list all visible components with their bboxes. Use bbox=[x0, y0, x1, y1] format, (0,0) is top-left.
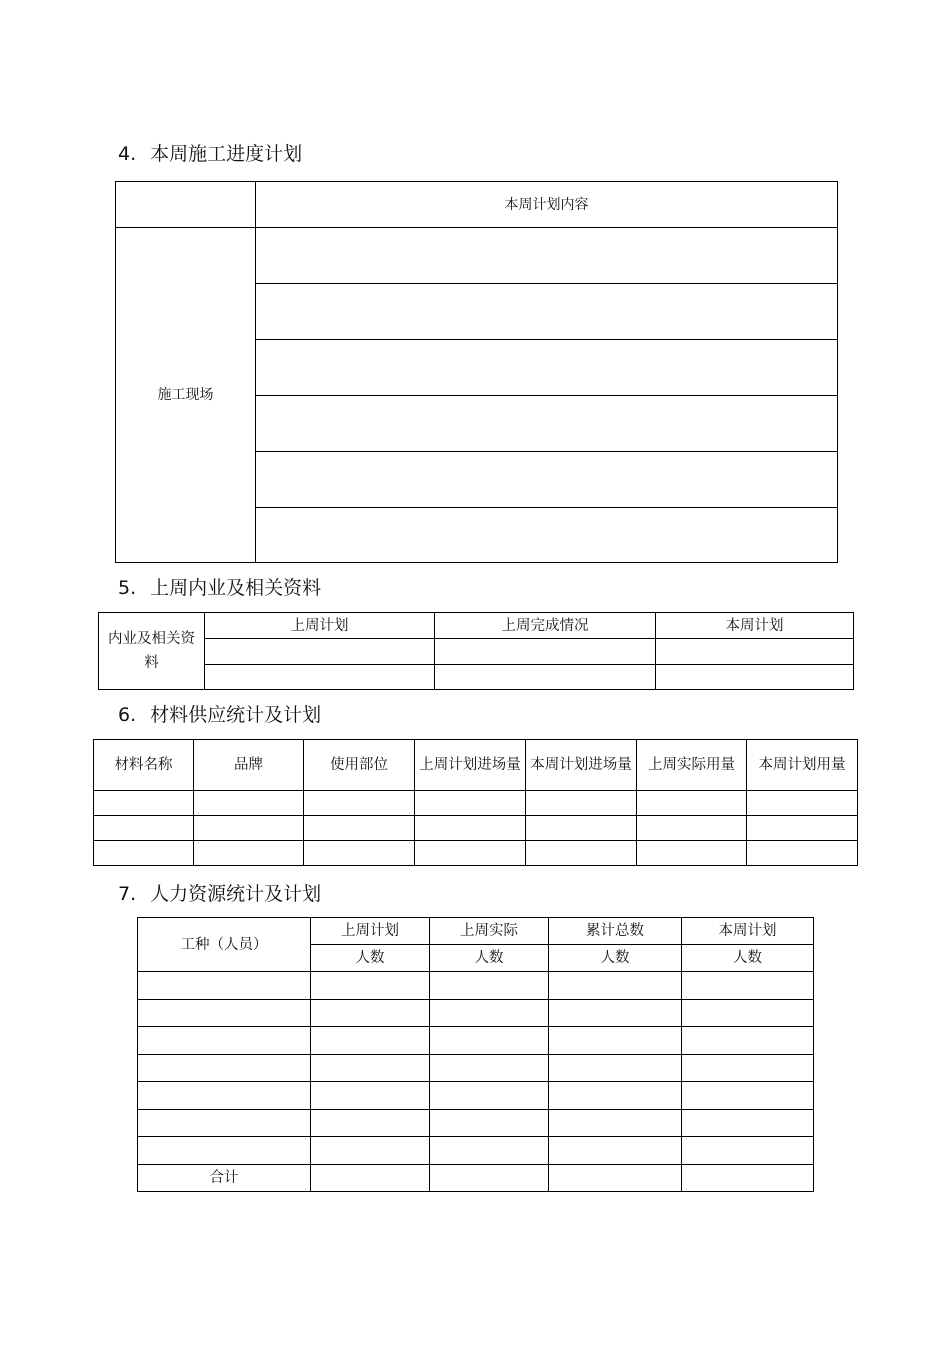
data-cell[interactable] bbox=[526, 791, 637, 816]
sub-header: 人数 bbox=[682, 945, 814, 972]
data-cell[interactable] bbox=[304, 816, 415, 841]
section-6-title: 材料供应统计及计划 bbox=[150, 704, 322, 726]
data-cell[interactable] bbox=[747, 816, 858, 841]
data-cell[interactable] bbox=[682, 972, 814, 1000]
section-5-number: 5. bbox=[118, 577, 137, 599]
data-cell[interactable] bbox=[138, 1054, 311, 1082]
data-cell[interactable] bbox=[138, 1027, 311, 1055]
section-7-heading bbox=[118, 882, 321, 906]
col-header: 品牌 bbox=[194, 740, 304, 791]
data-cell[interactable] bbox=[415, 841, 526, 866]
col-header: 本周计划用量 bbox=[747, 740, 858, 791]
section-4-number: 4. bbox=[118, 143, 137, 165]
plan-row-cell[interactable] bbox=[256, 452, 838, 508]
data-cell[interactable] bbox=[311, 1082, 430, 1110]
data-cell[interactable] bbox=[430, 1027, 549, 1055]
internal-docs-label: 内业及相关资料 bbox=[99, 613, 205, 690]
empty-header-cell bbox=[116, 182, 256, 228]
data-cell[interactable] bbox=[637, 816, 747, 841]
data-cell[interactable] bbox=[205, 639, 435, 665]
site-label-cell: 施工现场 bbox=[116, 228, 256, 563]
section-5-heading bbox=[118, 576, 321, 600]
col-header: 上周完成情况 bbox=[435, 613, 656, 639]
plan-row-cell[interactable] bbox=[256, 340, 838, 396]
data-cell[interactable] bbox=[549, 1137, 682, 1165]
data-cell[interactable] bbox=[304, 841, 415, 866]
data-cell[interactable] bbox=[415, 816, 526, 841]
data-cell[interactable] bbox=[549, 972, 682, 1000]
data-cell[interactable] bbox=[430, 1082, 549, 1110]
data-cell[interactable] bbox=[311, 1109, 430, 1137]
data-cell[interactable] bbox=[656, 639, 854, 665]
data-cell[interactable] bbox=[138, 1109, 311, 1137]
data-cell[interactable] bbox=[549, 999, 682, 1027]
data-cell[interactable] bbox=[747, 841, 858, 866]
data-cell[interactable] bbox=[682, 1109, 814, 1137]
col-header: 上周实际用量 bbox=[637, 740, 747, 791]
data-cell[interactable] bbox=[682, 1054, 814, 1082]
section-4-title: 本周施工进度计划 bbox=[150, 143, 303, 165]
data-cell[interactable] bbox=[747, 791, 858, 816]
data-cell[interactable] bbox=[138, 1137, 311, 1165]
data-cell[interactable] bbox=[94, 841, 194, 866]
data-cell[interactable] bbox=[430, 972, 549, 1000]
data-cell[interactable] bbox=[549, 1164, 682, 1192]
manpower-table bbox=[137, 917, 814, 1192]
total-label: 合计 bbox=[138, 1164, 311, 1192]
trade-header: 工种（人员） bbox=[138, 918, 311, 972]
data-cell[interactable] bbox=[94, 791, 194, 816]
data-cell[interactable] bbox=[682, 1164, 814, 1192]
col-header: 上周计划 bbox=[311, 918, 430, 945]
weekly-plan-table bbox=[115, 181, 838, 563]
data-cell[interactable] bbox=[311, 972, 430, 1000]
col-header: 上周计划进场量 bbox=[415, 740, 526, 791]
data-cell[interactable] bbox=[430, 1164, 549, 1192]
data-cell[interactable] bbox=[526, 816, 637, 841]
col-header: 累计总数 bbox=[549, 918, 682, 945]
plan-row-cell[interactable] bbox=[256, 396, 838, 452]
data-cell[interactable] bbox=[430, 1054, 549, 1082]
data-cell[interactable] bbox=[311, 999, 430, 1027]
section-5-title: 上周内业及相关资料 bbox=[150, 577, 322, 599]
data-cell[interactable] bbox=[549, 1054, 682, 1082]
data-cell[interactable] bbox=[138, 999, 311, 1027]
data-cell[interactable] bbox=[304, 791, 415, 816]
data-cell[interactable] bbox=[311, 1027, 430, 1055]
data-cell[interactable] bbox=[430, 999, 549, 1027]
section-7-title: 人力资源统计及计划 bbox=[150, 883, 322, 905]
data-cell[interactable] bbox=[430, 1109, 549, 1137]
data-cell[interactable] bbox=[435, 665, 656, 690]
data-cell[interactable] bbox=[637, 841, 747, 866]
data-cell[interactable] bbox=[138, 972, 311, 1000]
section-4-heading bbox=[118, 142, 302, 166]
data-cell[interactable] bbox=[194, 816, 304, 841]
data-cell[interactable] bbox=[430, 1137, 549, 1165]
col-header: 本周计划 bbox=[682, 918, 814, 945]
data-cell[interactable] bbox=[656, 665, 854, 690]
sub-header: 人数 bbox=[311, 945, 430, 972]
data-cell[interactable] bbox=[415, 791, 526, 816]
data-cell[interactable] bbox=[682, 1137, 814, 1165]
data-cell[interactable] bbox=[138, 1082, 311, 1110]
section-6-heading bbox=[118, 703, 321, 727]
data-cell[interactable] bbox=[311, 1137, 430, 1165]
data-cell[interactable] bbox=[682, 1027, 814, 1055]
section-7-number: 7. bbox=[118, 883, 137, 905]
data-cell[interactable] bbox=[637, 791, 747, 816]
col-header: 本周计划进场量 bbox=[526, 740, 637, 791]
col-header: 上周计划 bbox=[205, 613, 435, 639]
data-cell[interactable] bbox=[311, 1054, 430, 1082]
section-6-number: 6. bbox=[118, 704, 137, 726]
data-cell[interactable] bbox=[549, 1109, 682, 1137]
data-cell[interactable] bbox=[194, 841, 304, 866]
sub-header: 人数 bbox=[549, 945, 682, 972]
data-cell[interactable] bbox=[526, 841, 637, 866]
data-cell[interactable] bbox=[194, 791, 304, 816]
col-header: 使用部位 bbox=[304, 740, 415, 791]
col-header: 材料名称 bbox=[94, 740, 194, 791]
plan-row-cell[interactable] bbox=[256, 228, 838, 284]
col-header: 本周计划 bbox=[656, 613, 854, 639]
data-cell[interactable] bbox=[205, 665, 435, 690]
data-cell[interactable] bbox=[549, 1082, 682, 1110]
plan-content-header: 本周计划内容 bbox=[256, 182, 838, 228]
data-cell[interactable] bbox=[682, 999, 814, 1027]
col-header: 上周实际 bbox=[430, 918, 549, 945]
data-cell[interactable] bbox=[435, 639, 656, 665]
data-cell[interactable] bbox=[311, 1164, 430, 1192]
data-cell[interactable] bbox=[94, 816, 194, 841]
sub-header: 人数 bbox=[430, 945, 549, 972]
internal-docs-table bbox=[98, 612, 854, 690]
data-cell[interactable] bbox=[682, 1082, 814, 1110]
material-supply-table bbox=[93, 739, 858, 866]
plan-row-cell[interactable] bbox=[256, 508, 838, 563]
data-cell[interactable] bbox=[549, 1027, 682, 1055]
plan-row-cell[interactable] bbox=[256, 284, 838, 340]
